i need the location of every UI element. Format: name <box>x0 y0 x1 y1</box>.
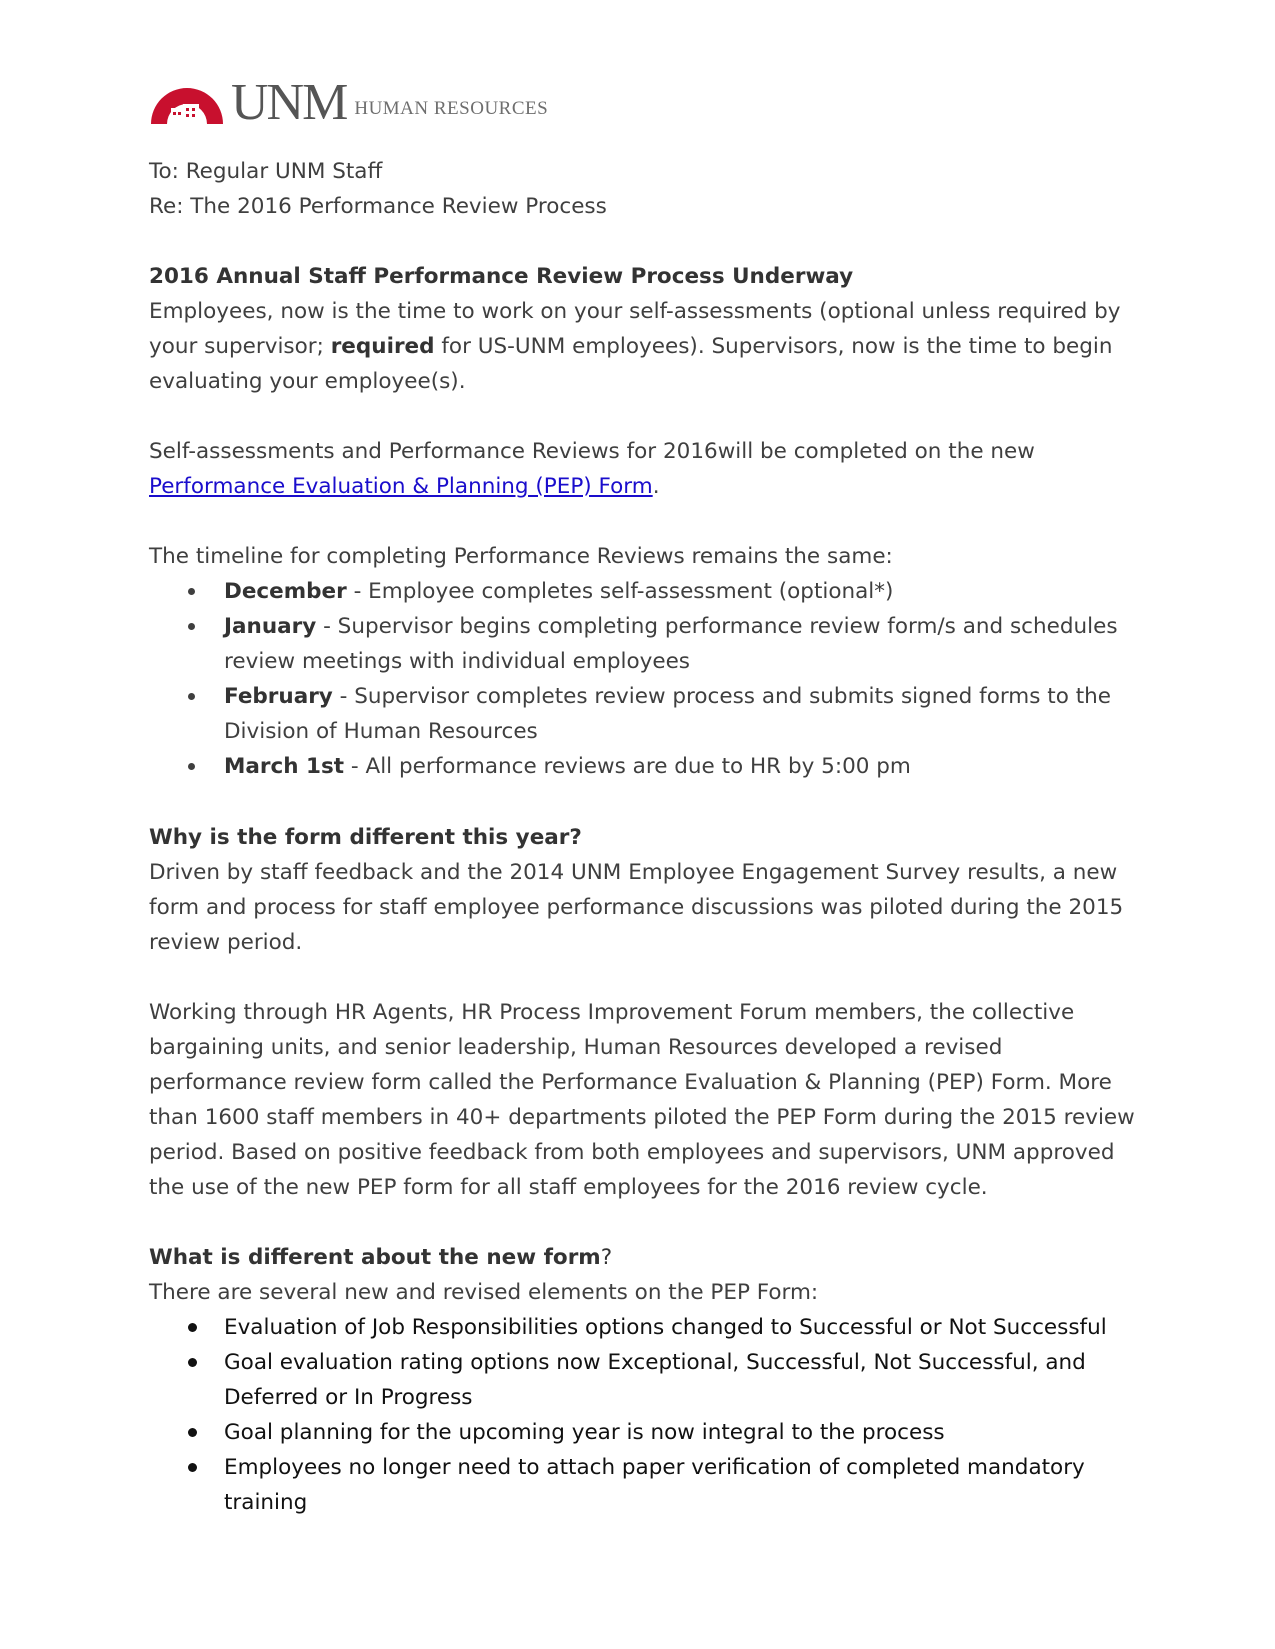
list-item: Employees no longer need to attach paper verification of completed mandatory training <box>224 1450 1139 1520</box>
memo-re: Re: The 2016 Performance Review Process <box>149 194 607 219</box>
required-emphasis: required <box>330 334 435 359</box>
section-heading-underway: 2016 Annual Staff Performance Review Process Underway <box>149 264 854 289</box>
section-heading-why: Why is the form different this year? <box>149 825 582 850</box>
list-item: March 1st - All performance reviews are due to HR by 5:00 pm <box>224 749 1139 784</box>
list-item: February - Supervisor completes review process and submits signed forms to the Division of Human Resources <box>224 679 1139 749</box>
list-item: January - Supervisor begins completing performance review form/s and schedules review meetings with individual employees <box>224 609 1139 679</box>
timeline-intro: The timeline for completing Performance Reviews remains the same: <box>149 544 893 569</box>
pep-form-paragraph: Self-assessments and Performance Reviews for 2016will be completed on the new Performance Evaluation & Planning (PEP) Form. <box>149 439 1035 499</box>
logo-wordmark: UNM <box>231 74 347 131</box>
list-item: Evaluation of Job Responsibilities options changed to Successful or Not Successful <box>224 1310 1139 1345</box>
pep-form-link[interactable]: Performance Evaluation & Planning (PEP) Form <box>149 474 653 499</box>
memo-to: To: Regular UNM Staff <box>149 159 383 184</box>
list-item: December - Employee completes self-assessment (optional*) <box>224 574 1139 609</box>
working-through-paragraph: Working through HR Agents, HR Process Improvement Forum members, the collective bargaining units, and senior leadership, Human Resources developed a revised performance review form called the Performance Evaluation & Planning (PEP) Form. More than 1600 staff members in 40+ departments piloted the PEP Form during the 2015 review period. Based on positive feedback from both employees and supervisors, UNM approved the use of the new PEP form for all staff employees for the 2016 review cycle. <box>149 1000 1135 1200</box>
intro-paragraph: Employees, now is the time to work on your self-assessments (optional unless required by your supervisor; required for US-UNM employees). Supervisors, now is the time to begin evaluating your employee(s). <box>149 299 1121 394</box>
document-page <box>149 70 1139 1520</box>
list-item: Goal evaluation rating options now Exceptional, Successful, Not Successful, and Deferred or In Progress <box>224 1345 1139 1415</box>
unm-hr-logo <box>149 70 1139 131</box>
what-intro: There are several new and revised elements on the PEP Form: <box>149 1280 819 1305</box>
logo-subtitle: HUMAN RESOURCES <box>354 98 549 119</box>
section-heading-what: What is different about the new form? <box>149 1245 613 1270</box>
changes-list <box>149 1310 1139 1520</box>
unm-logo-mark-icon <box>149 74 225 126</box>
list-item: Goal planning for the upcoming year is now integral to the process <box>224 1415 1139 1450</box>
timeline-list <box>149 574 1139 784</box>
why-paragraph: Driven by staff feedback and the 2014 UNM Employee Engagement Survey results, a new form and process for staff employee performance discussions was piloted during the 2015 review period. <box>149 860 1124 955</box>
